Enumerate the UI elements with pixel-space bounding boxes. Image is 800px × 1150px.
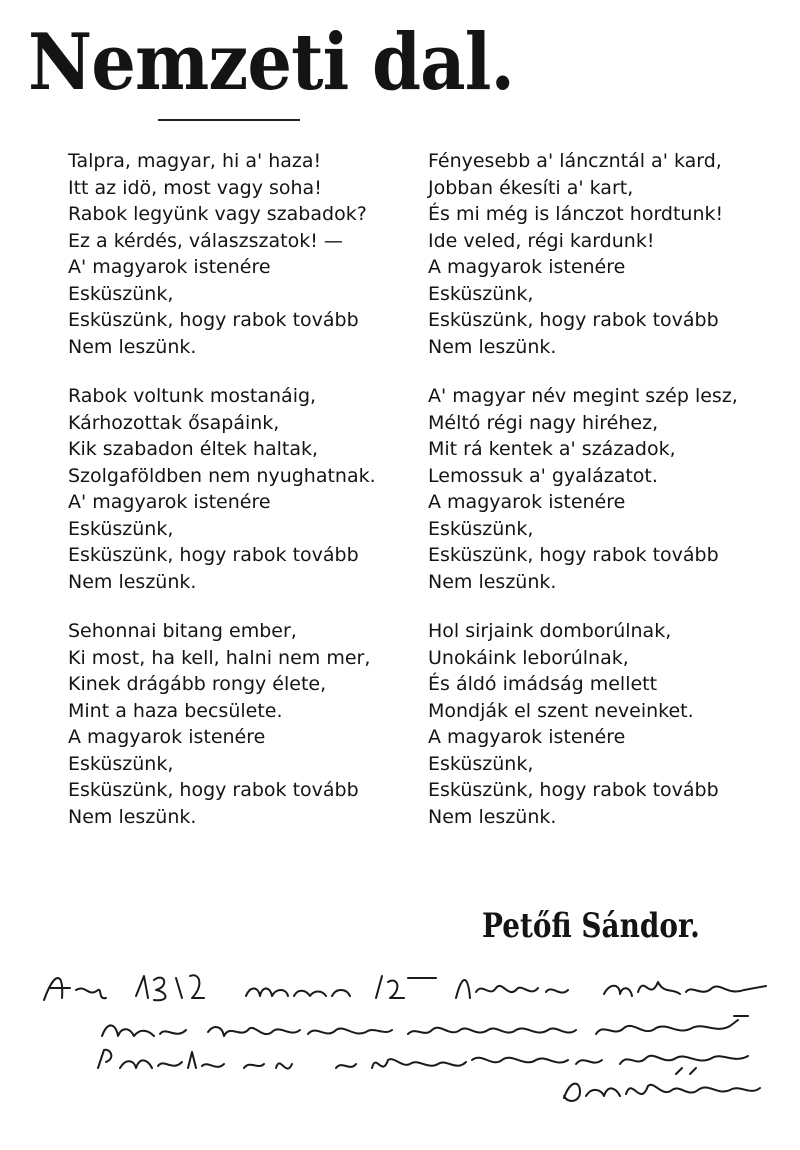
verse-line: Esküszünk, hogy rabok tovább [68, 779, 359, 801]
verse-line: A magyarok istenére [428, 256, 626, 278]
verse-line: Rabok legyünk vagy szabadok? [68, 203, 367, 225]
handwritten-inscription [36, 968, 776, 1118]
verse-line: Itt az idö, most vagy soha! [68, 176, 322, 199]
verse-line: És mi még is lánczot hordtunk! [428, 203, 724, 225]
verse-line: A' magyarok istenére [68, 491, 271, 513]
verse-line: Esküszünk, [428, 282, 534, 305]
stanza-5 [68, 618, 428, 830]
verse-line: Nem leszünk. [68, 335, 197, 358]
verse-line: Esküszünk, [428, 517, 534, 540]
verse-line: Kárhozottak ősapáink, [68, 411, 280, 434]
verse-line: Ide veled, régi kardunk! [428, 229, 655, 252]
verse-line: A magyarok istenére [428, 491, 626, 513]
verse-line: Ez a kérdés, válaszszatok! — [68, 229, 343, 252]
verse-line: Nem leszünk. [68, 570, 197, 593]
verse-line: Fényesebb a' lánczntál a' kard, [428, 150, 722, 172]
verse-line: Nem leszünk. [428, 570, 557, 593]
verse-line: Esküszünk, [68, 517, 174, 540]
verse-line: Esküszünk, hogy rabok tovább [428, 309, 719, 331]
verse-line: Esküszünk, hogy rabok tovább [428, 779, 719, 801]
left-column [68, 148, 428, 853]
verse-line: Rabok voltunk mostanáig, [68, 385, 317, 407]
verse-line: Jobban ékesíti a' kart, [428, 176, 634, 199]
verse-line: Esküszünk, [68, 752, 174, 775]
verse-line: Sehonnai bitang ember, [68, 620, 297, 642]
verse-line: Mint a haza becsülete. [68, 699, 283, 722]
verse-line: Esküszünk, [68, 282, 174, 305]
verse-line: Nem leszünk. [68, 805, 197, 828]
verse-line: Kinek drágább rongy élete, [68, 673, 327, 695]
author-signature-printed: Petőfi Sándor. [482, 906, 700, 946]
verse-line: Nem leszünk. [428, 335, 557, 358]
verse-line: Talpra, magyar, hi a' haza! [68, 150, 322, 172]
verse-line: Lemossuk a' gyalázatot. [428, 464, 658, 487]
verse-line: A' magyarok istenére [68, 256, 271, 278]
verse-line: Esküszünk, hogy rabok tovább [68, 309, 359, 331]
title-rule [158, 119, 300, 121]
verse-line: A' magyar név megint szép lesz, [428, 385, 738, 407]
verse-line: Nem leszünk. [428, 805, 557, 828]
verse-line: Méltó régi nagy hiréhez, [428, 411, 659, 434]
verse-line: És áldó imádság mellett [428, 673, 658, 695]
verse-line: Mit rá kentek a' századok, [428, 438, 676, 460]
stanza-4 [428, 383, 788, 595]
verse-line: Kik szabadon éltek haltak, [68, 438, 319, 460]
verse-line: A magyarok istenére [428, 726, 626, 748]
verse-line: Unokáink leborúlnak, [428, 646, 629, 669]
verse-line: A magyarok istenére [68, 726, 266, 748]
poem-title: Nemzeti dal. [28, 17, 515, 108]
stanza-6 [428, 618, 788, 830]
verse-line: Szolgaföldben nem nyughatnak. [68, 464, 376, 487]
stanza-2 [428, 148, 788, 360]
right-column [428, 148, 788, 853]
verse-line: Mondják el szent neveinket. [428, 699, 694, 722]
verse-line: Esküszünk, [428, 752, 534, 775]
stanza-1 [68, 148, 428, 360]
verse-line: Hol sirjaink domborúlnak, [428, 620, 672, 642]
verse-line: Ki most, ha kell, halni nem mer, [68, 646, 371, 669]
stanza-3 [68, 383, 428, 595]
verse-line: Esküszünk, hogy rabok tovább [68, 544, 359, 566]
verse-line: Esküszünk, hogy rabok tovább [428, 544, 719, 566]
handwriting-scribble [36, 968, 776, 1118]
